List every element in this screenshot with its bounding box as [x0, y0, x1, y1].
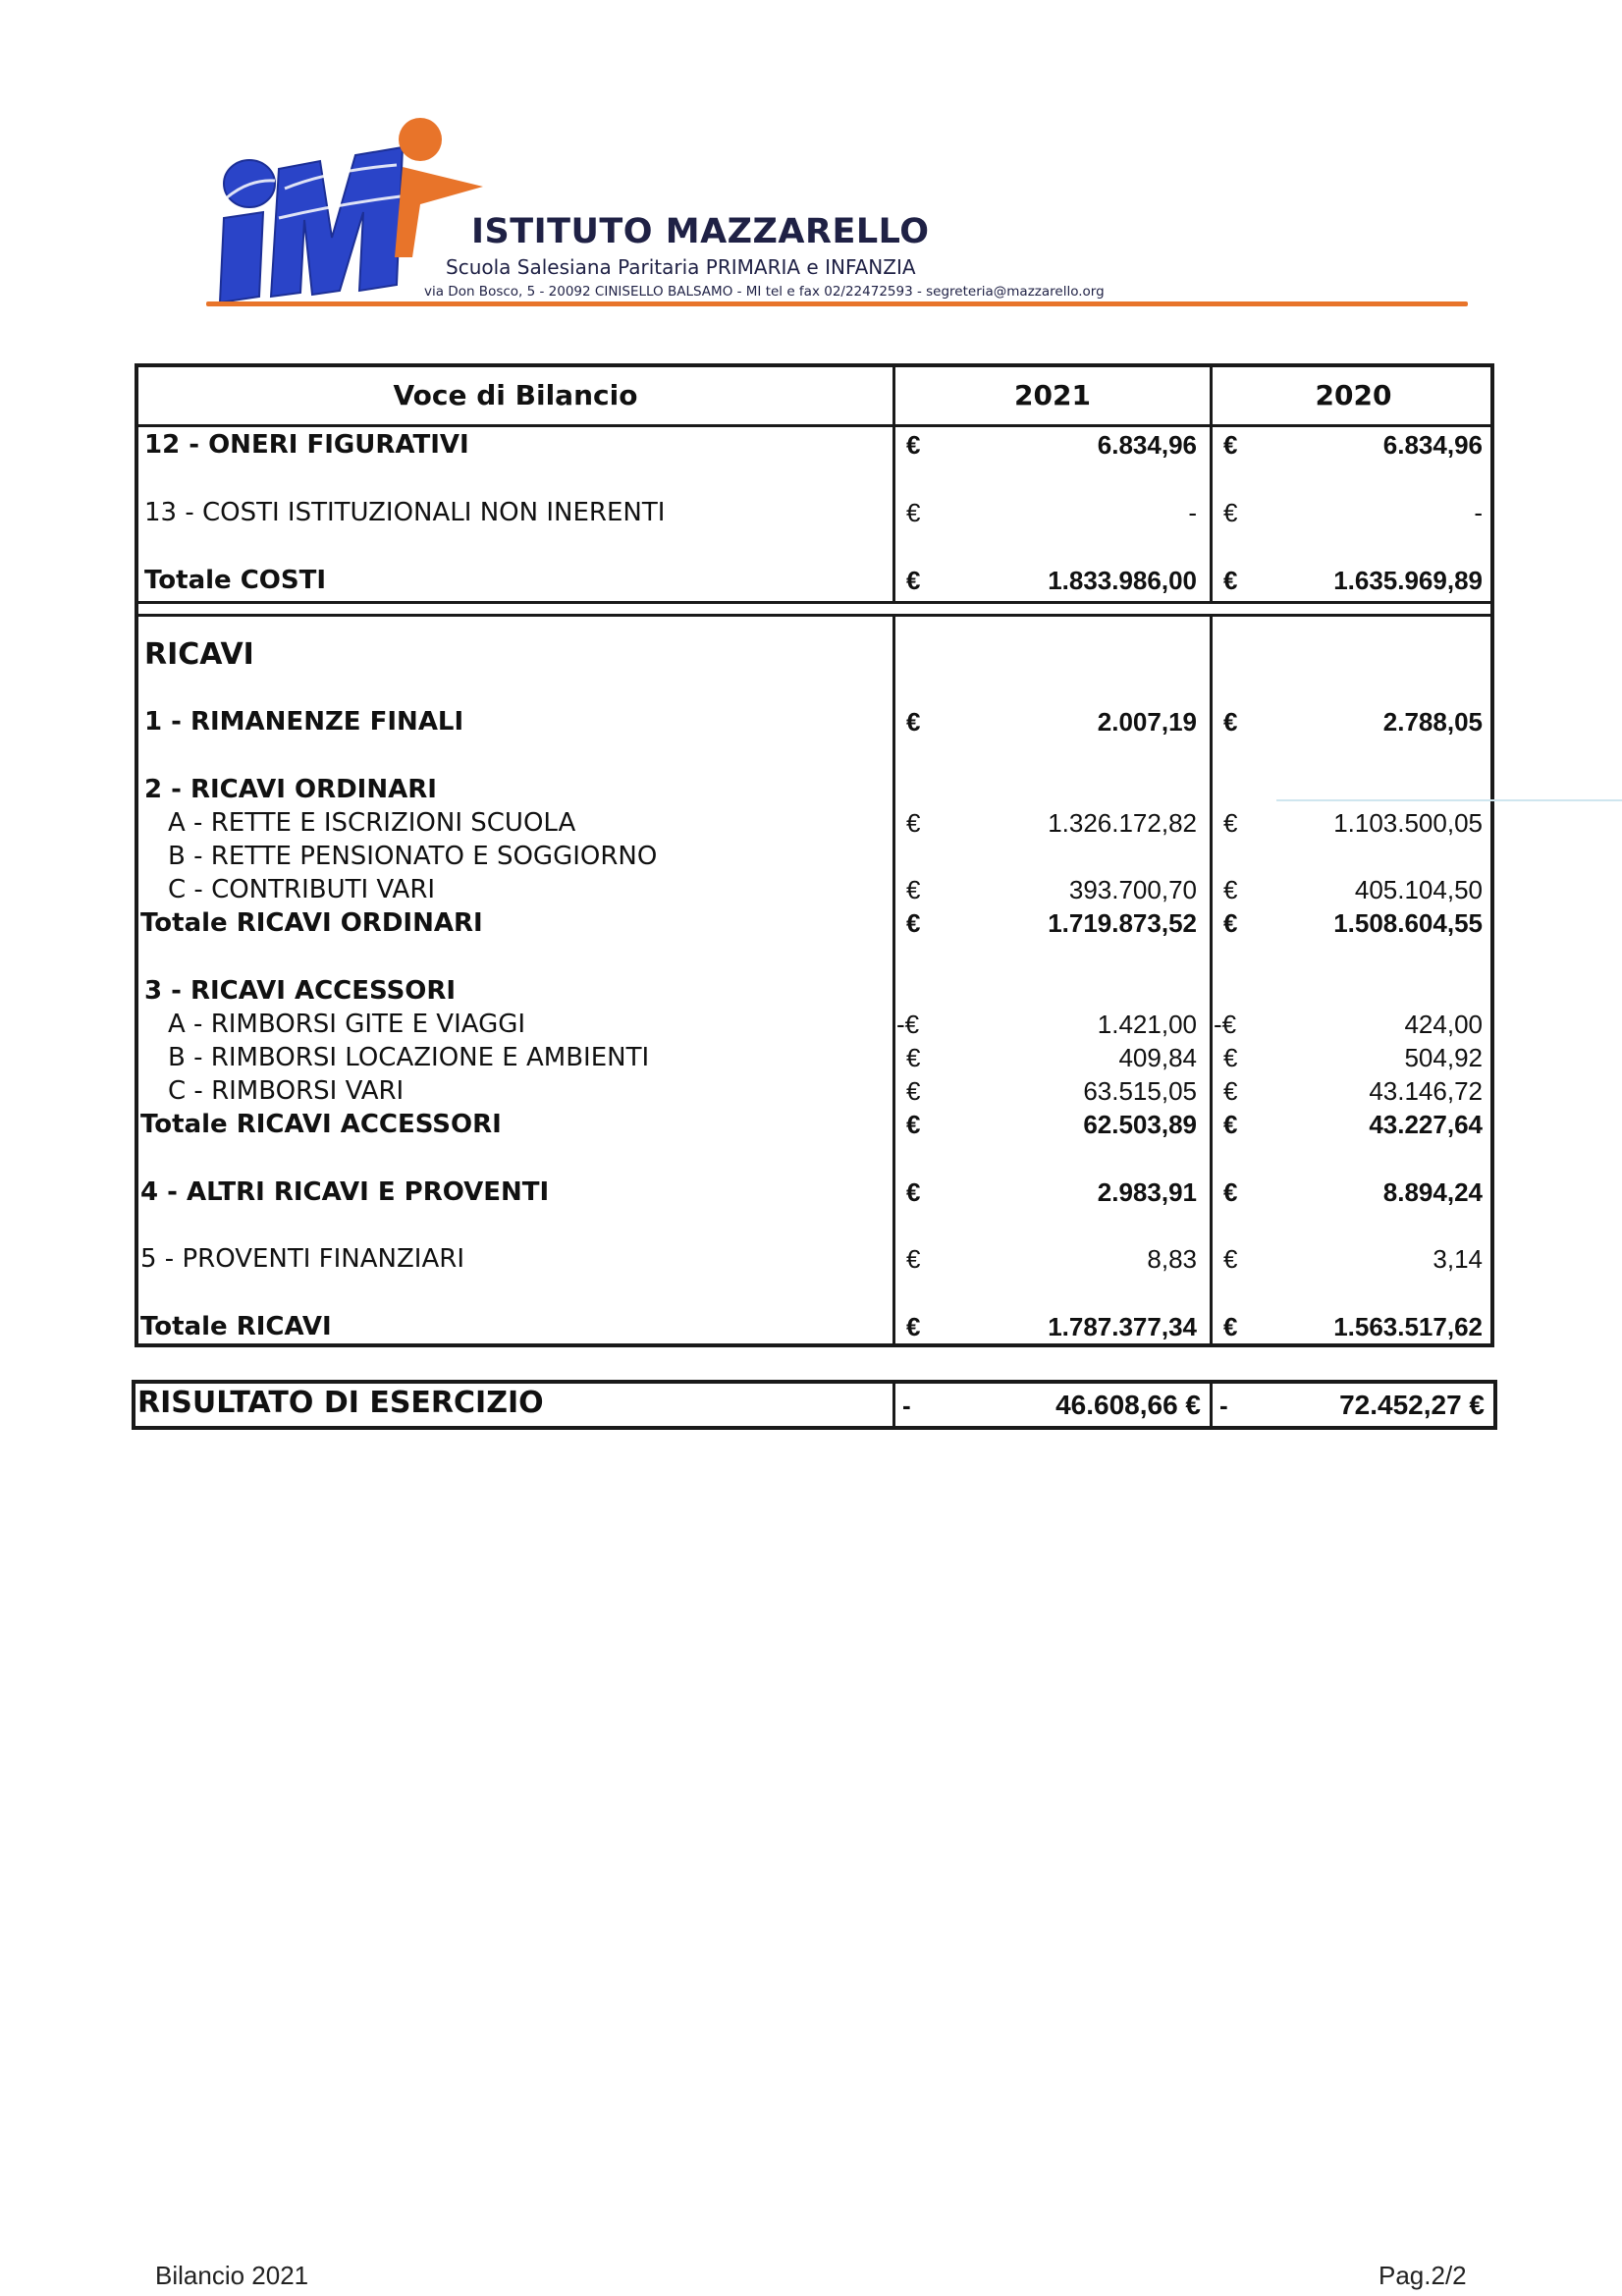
value-2020: 43.146,72: [1369, 1076, 1483, 1106]
currency-symbol: €: [1223, 1043, 1238, 1072]
section-title: RICAVI: [144, 637, 254, 672]
currency-symbol: €: [906, 1177, 921, 1207]
col-header-2021: 2021: [1014, 379, 1091, 411]
org-address: via Don Bosco, 5 - 20092 CINISELLO BALSAMO - MI tel e fax 02/22472593 - segreteria@mazzarello.org: [424, 284, 1105, 300]
value-2021: -: [1188, 498, 1197, 527]
institute-logo: [210, 110, 485, 306]
org-name: ISTITUTO MAZZARELLO: [471, 212, 930, 251]
currency-symbol: -€: [896, 1010, 920, 1039]
value-2021: 2.007,19: [1097, 707, 1197, 737]
currency-symbol: €: [906, 566, 921, 595]
group-title: 3 - RICAVI ACCESSORI: [144, 976, 457, 1006]
row-label: 12 - ONERI FIGURATIVI: [144, 430, 469, 460]
currency-symbol: €: [1223, 808, 1238, 838]
result-row: [132, 1380, 1497, 1430]
currency-symbol: -€: [1214, 1010, 1237, 1039]
column-divider: [1210, 367, 1213, 1343]
currency-symbol: €: [1223, 1177, 1238, 1207]
group-title: 2 - RICAVI ORDINARI: [144, 775, 437, 804]
value-2020: 1.508.604,55: [1333, 908, 1483, 938]
value-2021: 62.503,89: [1083, 1110, 1197, 1139]
currency-symbol: €: [1223, 908, 1238, 938]
value-2021: 1.421,00: [1097, 1010, 1197, 1039]
value-2020: 1.563.517,62: [1333, 1312, 1483, 1341]
value-2020: 3,14: [1433, 1244, 1483, 1274]
currency-symbol: €: [1223, 707, 1238, 737]
row-label: C - CONTRIBUTI VARI: [168, 875, 436, 904]
row-label: Totale COSTI: [144, 566, 327, 595]
value-2021: 1.833.986,00: [1048, 566, 1197, 595]
footer-left: Bilancio 2021: [155, 2261, 309, 2290]
currency-symbol: €: [1223, 430, 1238, 460]
row-label: B - RIMBORSI LOCAZIONE E AMBIENTI: [168, 1043, 650, 1072]
currency-symbol: €: [1223, 1312, 1238, 1341]
row-label: Totale RICAVI: [140, 1312, 332, 1341]
value-2020: 1.635.969,89: [1333, 566, 1483, 595]
row-label: 13 - COSTI ISTITUZIONALI NON INERENTI: [144, 498, 666, 527]
row-label: 5 - PROVENTI FINANZIARI: [140, 1244, 464, 1274]
result-value-2020: 72.452,27 €: [1339, 1390, 1485, 1420]
currency-symbol: €: [906, 1043, 921, 1072]
value-2020: 2.788,05: [1382, 707, 1483, 737]
currency-symbol: €: [906, 908, 921, 938]
currency-symbol: €: [1223, 566, 1238, 595]
value-2020: 43.227,64: [1369, 1110, 1483, 1139]
currency-symbol: €: [1223, 1110, 1238, 1139]
column-divider: [892, 367, 895, 1343]
row-label: A - RETTE E ISCRIZIONI SCUOLA: [168, 808, 576, 838]
currency-symbol: €: [906, 1110, 921, 1139]
scan-artifact: [1276, 799, 1622, 801]
row-label: B - RETTE PENSIONATO E SOGGIORNO: [168, 842, 658, 871]
col-header-2020: 2020: [1315, 379, 1392, 411]
value-2020: -: [1474, 498, 1483, 527]
currency-symbol: €: [906, 1244, 921, 1274]
section-gap: [138, 604, 1490, 614]
value-2020: 8.894,24: [1382, 1177, 1483, 1207]
value-2021: 393.700,70: [1068, 875, 1197, 904]
row-label: 4 - ALTRI RICAVI E PROVENTI: [140, 1177, 550, 1207]
section-divider: [138, 614, 1490, 617]
value-2020: 424,00: [1404, 1010, 1483, 1039]
value-2021: 1.787.377,34: [1048, 1312, 1197, 1341]
value-2021: 63.515,05: [1083, 1076, 1197, 1106]
col-header-voce: Voce di Bilancio: [393, 379, 638, 411]
row-label: Totale RICAVI ORDINARI: [140, 908, 483, 938]
row-label: A - RIMBORSI GITE E VIAGGI: [168, 1010, 526, 1039]
currency-symbol: €: [1223, 1244, 1238, 1274]
currency-symbol: €: [1223, 498, 1238, 527]
currency-symbol: €: [906, 430, 921, 460]
value-2021: 1.326.172,82: [1048, 808, 1197, 838]
column-divider: [1210, 1384, 1213, 1426]
currency-symbol: €: [906, 808, 921, 838]
value-2020: 504,92: [1404, 1043, 1483, 1072]
currency-symbol: €: [906, 875, 921, 904]
value-2021: 8,83: [1147, 1244, 1197, 1274]
balance-table: [135, 363, 1494, 1347]
currency-symbol: €: [906, 498, 921, 527]
value-2021: 409,84: [1118, 1043, 1197, 1072]
currency-symbol: €: [906, 707, 921, 737]
value-2020: 405.104,50: [1354, 875, 1483, 904]
row-label: Totale RICAVI ACCESSORI: [140, 1110, 502, 1139]
result-label: RISULTATO DI ESERCIZIO: [137, 1386, 544, 1420]
currency-symbol: €: [906, 1076, 921, 1106]
header-divider: [138, 424, 1490, 427]
value-2021: 2.983,91: [1097, 1177, 1197, 1207]
header-rule: [206, 301, 1468, 306]
currency-symbol: €: [1223, 875, 1238, 904]
value-2020: 6.834,96: [1382, 430, 1483, 460]
value-2021: 6.834,96: [1097, 430, 1197, 460]
value-2020: 1.103.500,05: [1333, 808, 1483, 838]
currency-symbol: €: [1223, 1076, 1238, 1106]
result-sign: -: [1219, 1391, 1228, 1420]
letterhead: [206, 110, 1473, 306]
page-number: Pag.2/2: [1379, 2261, 1467, 2290]
org-subtitle: Scuola Salesiana Paritaria PRIMARIA e INFANZIA: [446, 255, 916, 279]
currency-symbol: €: [906, 1312, 921, 1341]
value-2021: 1.719.873,52: [1048, 908, 1197, 938]
result-sign: -: [902, 1391, 911, 1420]
result-value-2021: 46.608,66 €: [1055, 1390, 1201, 1420]
row-label: 1 - RIMANENZE FINALI: [144, 707, 464, 737]
row-label: C - RIMBORSI VARI: [168, 1076, 405, 1106]
column-divider: [892, 1384, 895, 1426]
